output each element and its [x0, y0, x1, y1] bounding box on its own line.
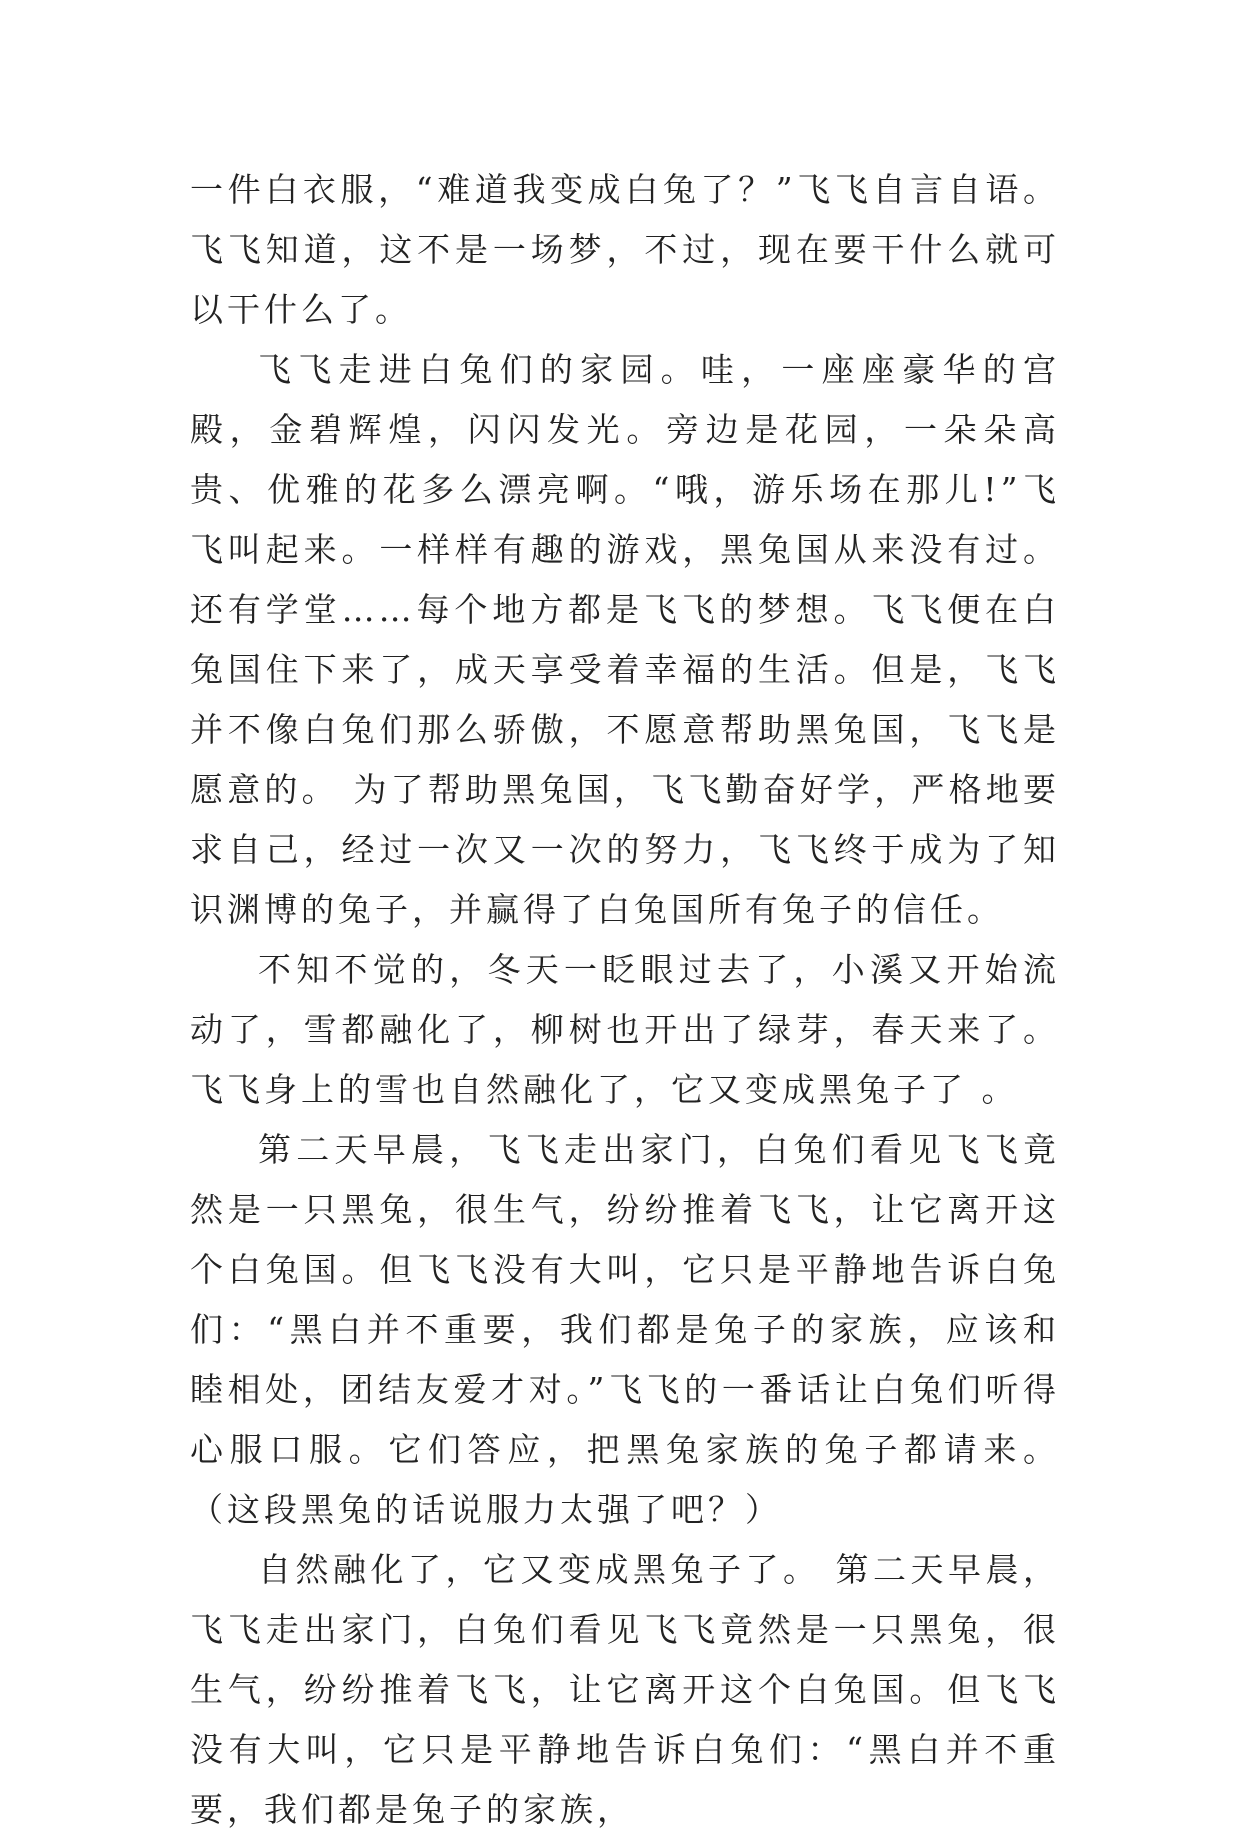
paragraph-5: 自然融化了，它又变成黑兔子了。 第二天早晨，飞飞走出家门，白兔们看见飞飞竟然是一只黑兔，很生气，纷纷推着飞飞，让它离开这个白兔国。但飞飞没有大叫，它只是平静地告诉白兔们：“黑白并不重要，我们都是兔子的家族， — [190, 1550, 1060, 1829]
paragraph-3: 不知不觉的，冬天一眨眼过去了，小溪又开始流动了，雪都融化了，柳树也开出了绿芽，春天来了。 飞飞身上的雪也自然融化了，它又变成黑兔子了 。 — [190, 950, 1060, 1109]
paragraph-2: 飞飞走进白兔们的家园。哇，一座座豪华的宫殿，金碧辉煌，闪闪发光。旁边是花园，一朵朵高贵、优雅的花多么漂亮啊。“哦，游乐场在那儿!”飞飞叫起来。一样样有趣的游戏，黑兔国从来没有过。还有学堂……每个地方都是飞飞的梦想。飞飞便在白兔国住下来了，成天享受着幸福的生活。但是，飞飞并不像白兔们那么骄傲，不愿意帮助黑兔国，飞飞是愿意的。 为了帮助黑兔国，飞飞勤奋好学，严格地要求自己，经过一次又一次的努力，飞飞终于成为了知识渊博的兔子，并赢得了白兔国所有兔子的信任。 — [190, 350, 1060, 929]
paragraph-1: 一件白衣服，“难道我变成白兔了？”飞飞自言自语。飞飞知道，这不是一场梦，不过，现在要干什么就可以干什么了。 — [190, 170, 1060, 329]
paragraph-4: 第二天早晨，飞飞走出家门，白兔们看见飞飞竟然是一只黑兔，很生气，纷纷推着飞飞，让它离开这个白兔国。但飞飞没有大叫，它只是平静地告诉白兔们：“黑白并不重要，我们都是兔子的家族，应该和睦相处，团结友爱才对。”飞飞的一番话让白兔们听得心服口服。它们答应，把黑兔家族的兔子都请来。（这段黑兔的话说服力太强了吧？） — [190, 1130, 1060, 1529]
body-text — [190, 160, 1060, 1840]
